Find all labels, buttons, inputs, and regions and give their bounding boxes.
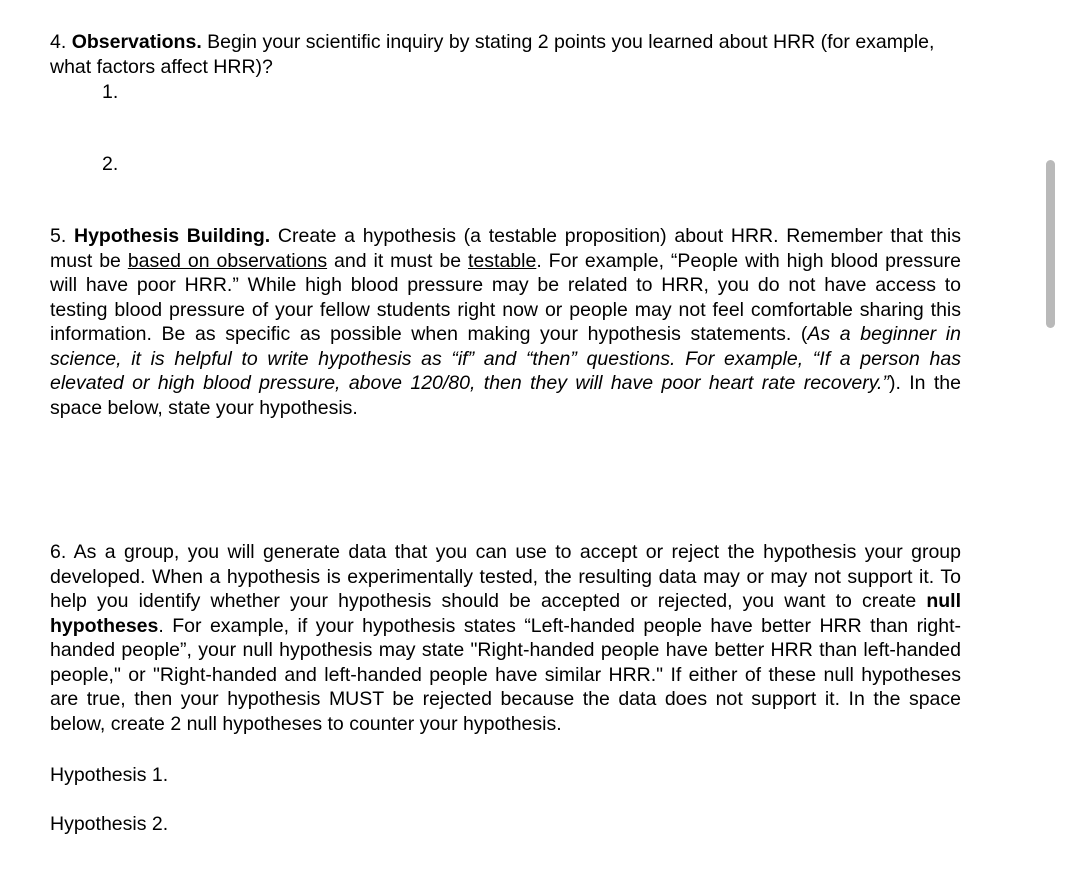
underlined-testable: testable [468,249,537,272]
question-5-text-2: and it must be [327,249,469,272]
hypothesis-2-label: Hypothesis 2. [50,813,169,835]
question-6-null-hypotheses [50,540,961,736]
underlined-based-on-observations: based on observations [127,249,328,272]
question-5-title: Hypothesis Building. [73,225,271,247]
question-5-hypothesis-building [50,224,961,420]
vertical-scrollbar[interactable] [1046,160,1055,328]
question-5-text-4: ). In the space below, state your hypothesis. [50,372,961,419]
question-5-text-1: Create a hypothesis (a testable proposition) about HRR. Remember that this must be [50,225,961,272]
bold-null-hypotheses: null hypotheses [50,590,961,637]
question-6-text-2: . For example, if your hypothesis states “Left-handed people have better HRR than right-handed people”, your null hypothesis may state "Right-handed people have better HRR than left-handed people," or "Right-handed and left-handed people have similar HRR." If either of these null hypotheses are true, then your hypothesis MUST be rejected because the data does not support it. In the space below, create 2 null hypotheses to counter your hypothesis. [50,614,961,735]
question-6-text-1: 6. As a group, you will generate data that you can use to accept or reject the hypothesis your group developed. When a hypothesis is experimentally tested, the resulting data may or may not support it. To help you identify whether your hypothesis should be accepted or rejected, you want to create [50,541,961,612]
observation-item-1 [50,80,118,104]
question-4-number: 4. [50,31,67,53]
question-5-text-3: . For example, “People with high blood pressure will have poor HRR.” While high blood pressure may be related to HRR, you do not have access to testing blood pressure of your fellow students right now or people may not feel comfortable sharing this information. Be as specific as possible when making your hypothesis statements. ( [50,249,962,345]
question-5-italic-example: As a beginner in science, it is helpful to write hypothesis as “if” and “then” questions. For example, “If a person has elevated or high blood pressure, above 120/80, then they will have poor heart rate recovery.” [50,323,961,394]
observation-item-2-label: 2. [102,153,119,175]
question-4-text: Begin your scientific inquiry by stating 2 points you learned about HRR (for example, what factors affect HRR)? [50,31,935,78]
question-4-observations [50,30,961,79]
question-5-number: 5. [50,225,67,247]
question-4-title: Observations. [71,31,202,53]
observation-item-1-label: 1. [102,81,119,103]
hypothesis-1-label: Hypothesis 1. [50,764,169,786]
observation-item-2 [50,152,118,176]
